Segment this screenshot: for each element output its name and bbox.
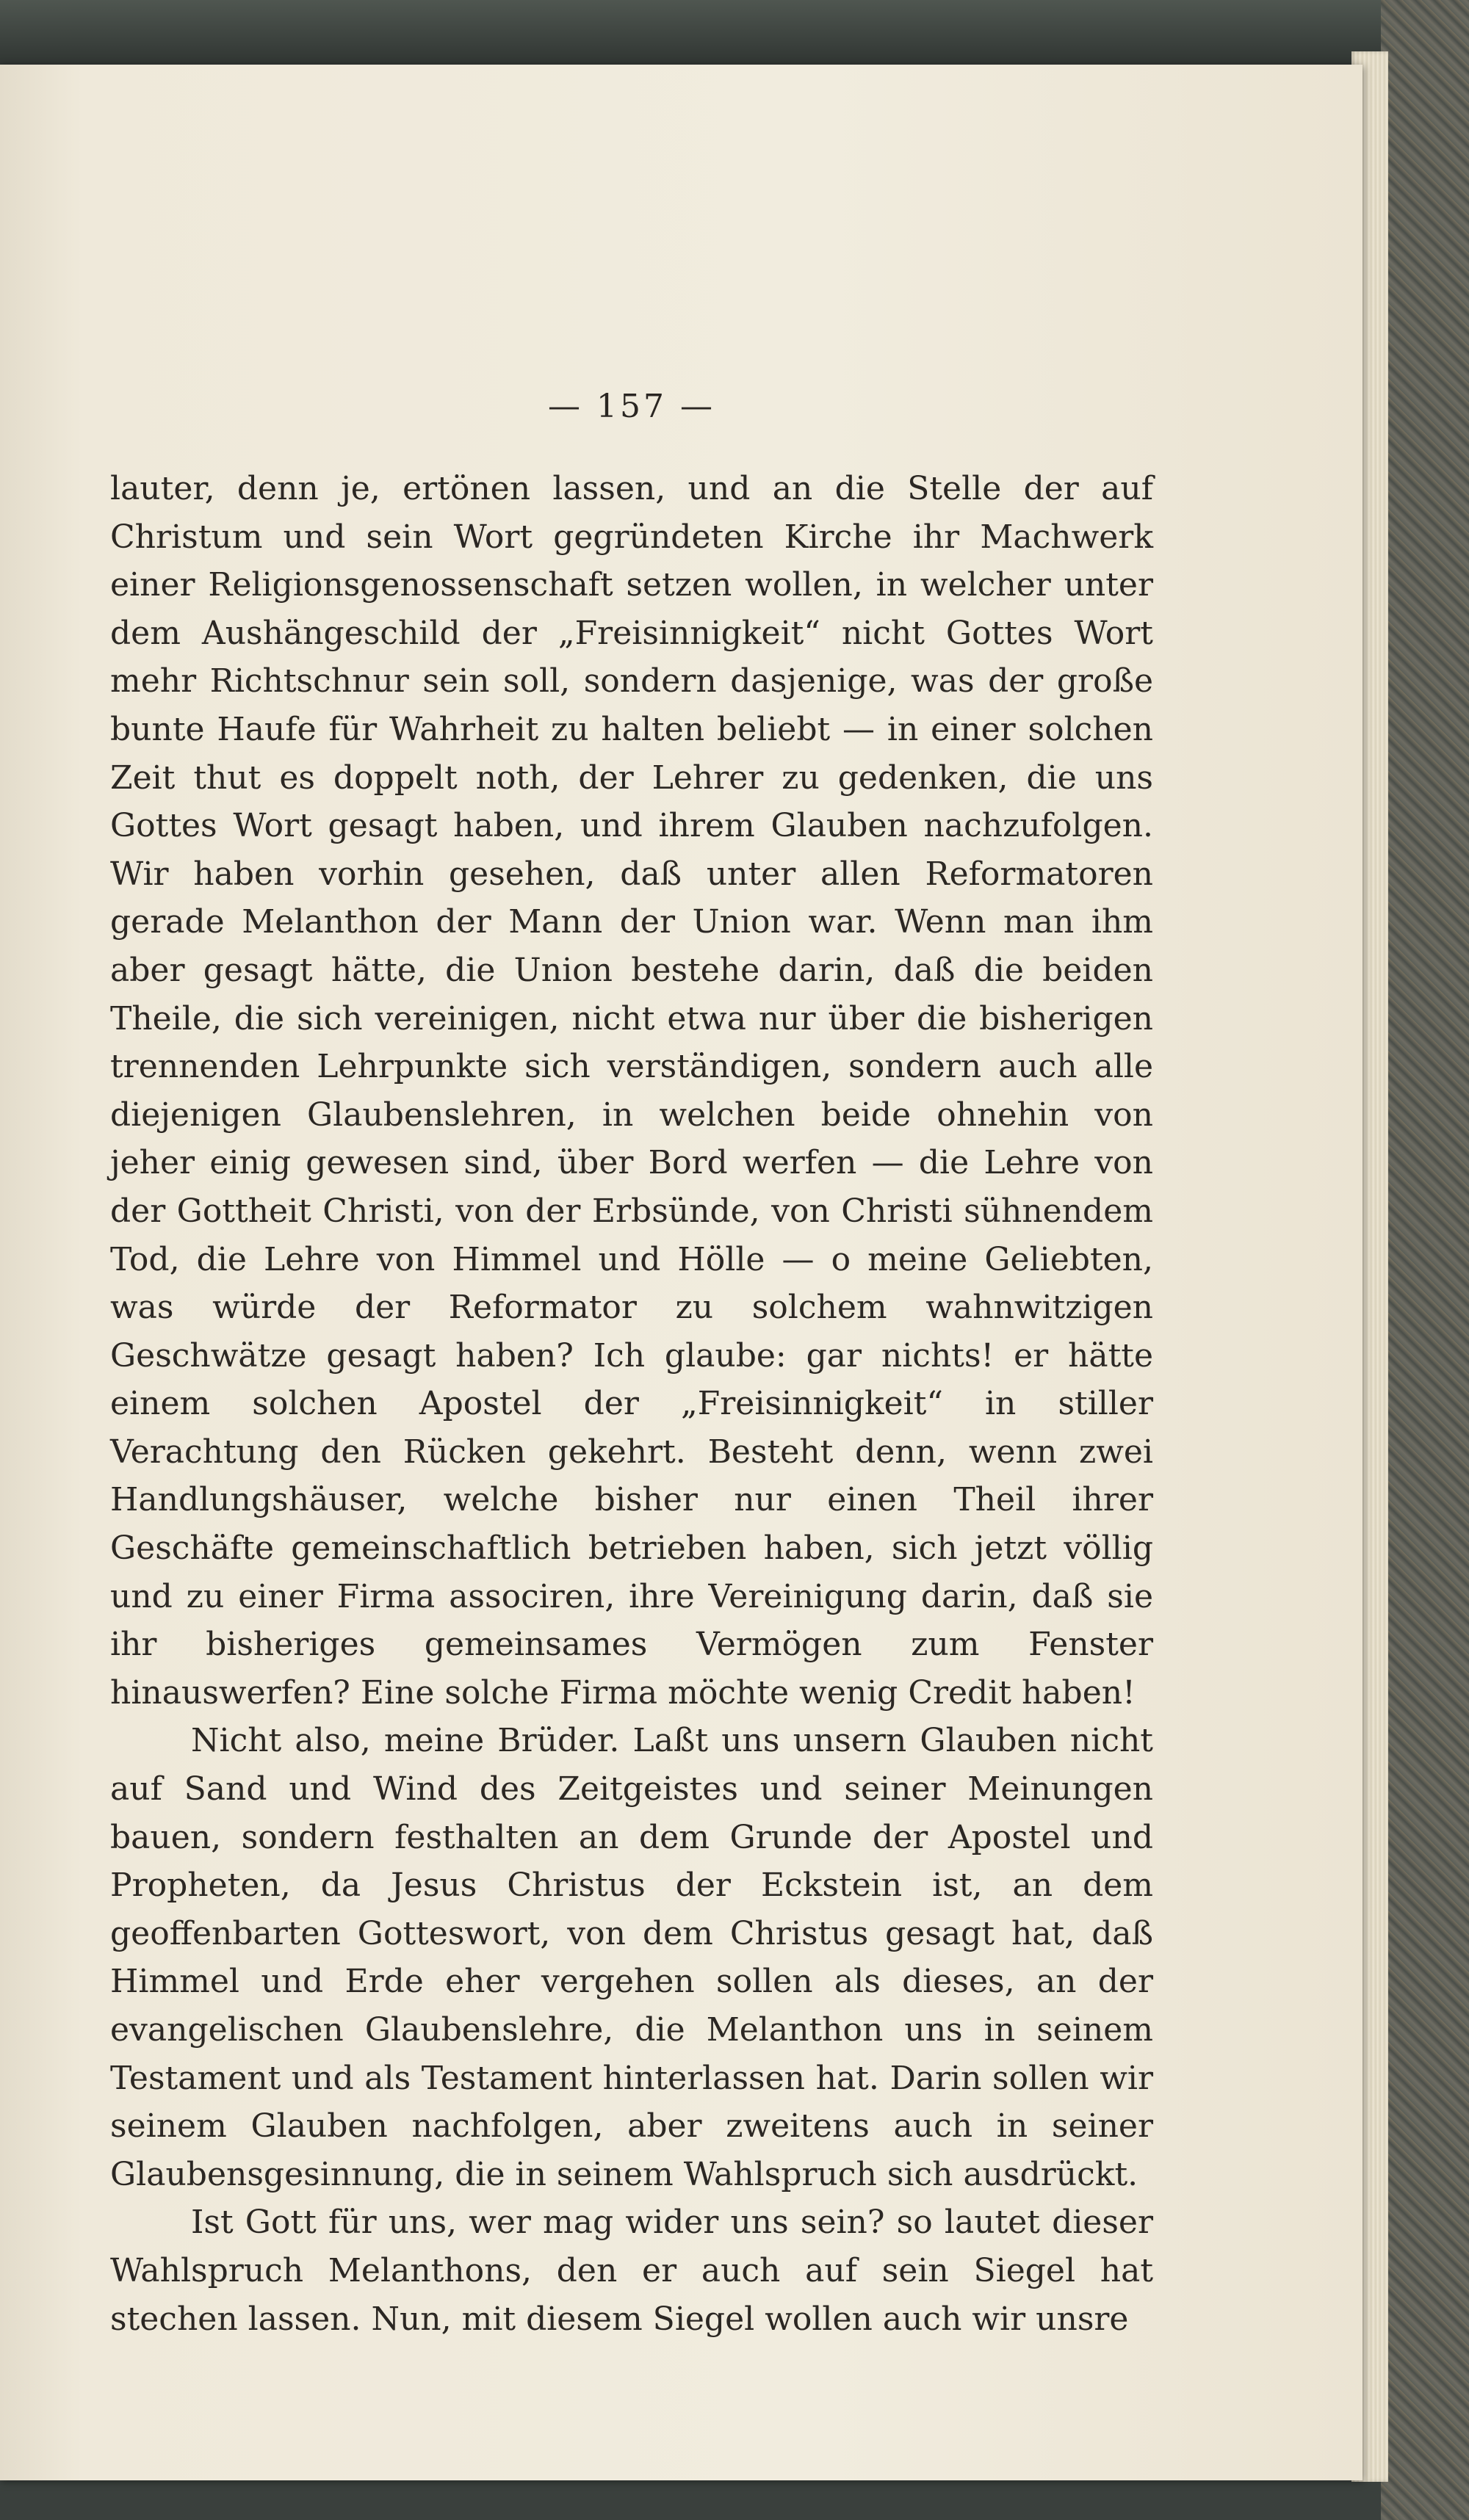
paragraph-1: lauter, denn je, ertönen lassen, und an die Stelle der auf Christum und sein Wort gegründeten Kirche ihr Machwerk einer Religionsgenossenschaft setzen wollen, in welcher unter dem Aushängeschild der „Freisinnigkeit“ nicht Gottes Wort mehr Richtschnur sein soll, sondern dasjenige, was der große bunte Haufe für Wahrheit zu halten beliebt — in einer solchen Zeit thut es doppelt noth, der Lehrer zu gedenken, die uns Gottes Wort gesagt haben, und ihrem Glauben nachzufolgen. Wir haben vorhin gesehen, daß unter allen Reformatoren gerade Melanthon der Mann der Union war. Wenn man ihm aber gesagt hätte, die Union bestehe darin, daß die beiden Theile, die sich vereinigen, nicht etwa nur über die bisherigen trennenden Lehrpunkte sich verständigen, sondern auch alle diejenigen Glaubenslehren, in welchen beide ohnehin von jeher einig gewesen sind, über Bord werfen — die Lehre von der Gottheit Christi, von der Erbsünde, von Christi sühnendem Tod, die Lehre von Himmel und Hölle — o meine Geliebten, was würde der Reformator zu solchem wahnwitzigen Geschwätze gesagt haben? Ich glaube: gar nichts! er hätte einem solchen Apostel der „Freisinnigkeit“ in stiller Verachtung den Rücken gekehrt. Besteht denn, wenn zwei Handlungshäuser, welche bisher nur einen Theil ihrer Geschäfte gemeinschaftlich betrieben haben, sich jetzt völlig und zu einer Firma associren, ihre Vereinigung darin, daß sie ihr bisheriges gemeinsames Vermögen zum Fenster hinauswerfen? Eine solche Firma möchte wenig Credit haben! — [110, 470, 1153, 1712]
paragraph-3: Ist Gott für uns, wer mag wider uns sein? so lautet dieser Wahlspruch Melanthons, den er auch auf sein Siegel hat stechen lassen. Nun, mit diesem Siegel wollen auch wir unsre — [110, 2204, 1153, 2338]
book-cover-right — [1381, 0, 1469, 2520]
book-page — [0, 65, 1362, 2480]
body-text — [110, 465, 1153, 2343]
paragraph-2: Nicht also, meine Brüder. Laßt uns unsern Glauben nicht auf Sand und Wind des Zeitgeistes und seiner Meinungen bauen, sondern festhalten an dem Grunde der Apostel und Propheten, da Jesus Christus der Eckstein ist, an dem geoffenbarten Gotteswort, von dem Christus gesagt hat, daß Himmel und Erde eher vergehen sollen als dieses, an der evangelischen Glaubenslehre, die Melanthon uns in seinem Testament und als Testament hinterlassen hat. Darin sollen wir seinem Glauben nachfolgen, aber zweitens auch in seiner Glaubensgesinnung, die in seinem Wahlspruch sich ausdrückt. — [110, 1722, 1153, 2193]
book-cover-top — [0, 0, 1469, 70]
page-number: — 157 — — [548, 388, 715, 425]
